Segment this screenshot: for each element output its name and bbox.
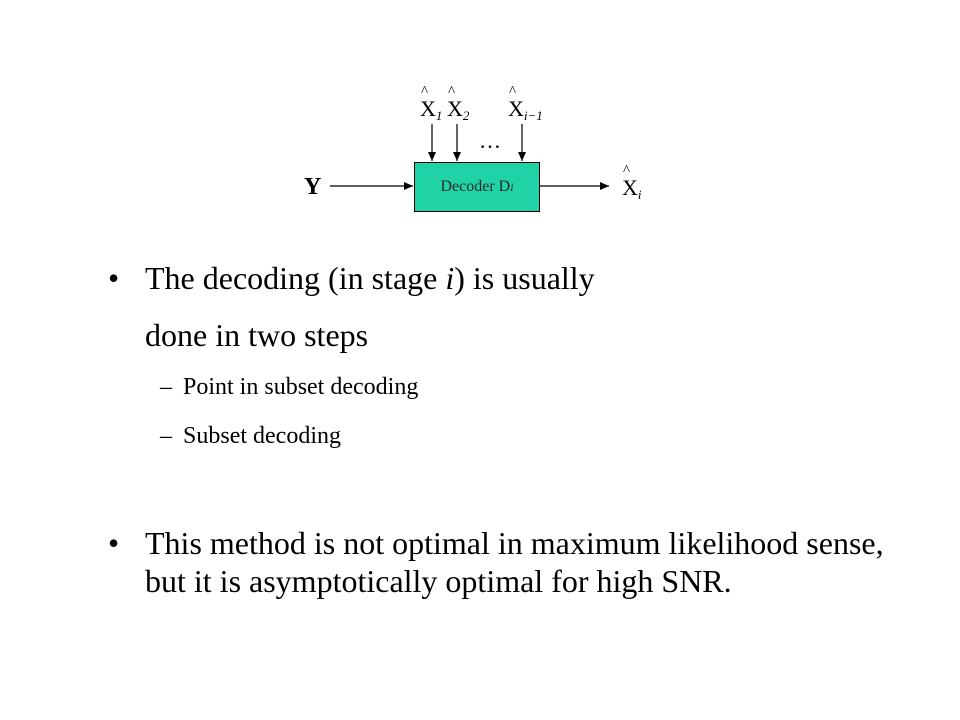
bullet-1-marker: • [108,260,120,296]
sub-item-2-text: Subset decoding [183,423,341,449]
input-label-x2: ^ $X_2$ [447,98,469,122]
decoder-label: Decoder D [440,178,511,195]
sub-item-1-text: Point in subset decoding [183,374,419,400]
decoder-box [414,162,540,212]
output-label-xi: ^ $X_i$ [622,177,642,201]
bullet-1-text: The decoding (in stage i) is usually [145,260,595,296]
bullet-1 [108,259,908,299]
input-label-xi-1: ^ $X_{i-1}$ [508,98,543,122]
sub-item-1-marker: – [160,374,172,400]
bullet-2 [108,524,908,654]
sub-item-2-marker: – [160,423,172,449]
input-label-y: Y [304,174,322,200]
bullet-2-text: This method is not optimal in maximum likelihood sense, but it is asymptotically optimal for high SNR. [145,525,884,599]
input-label-x1: ^ $X_1$ [420,98,442,122]
bullet-1-continuation: done in two steps [145,317,369,353]
decoder-subscript: i [510,179,514,194]
bullet-2-marker: • [108,525,120,561]
ellipsis: … [479,128,502,153]
